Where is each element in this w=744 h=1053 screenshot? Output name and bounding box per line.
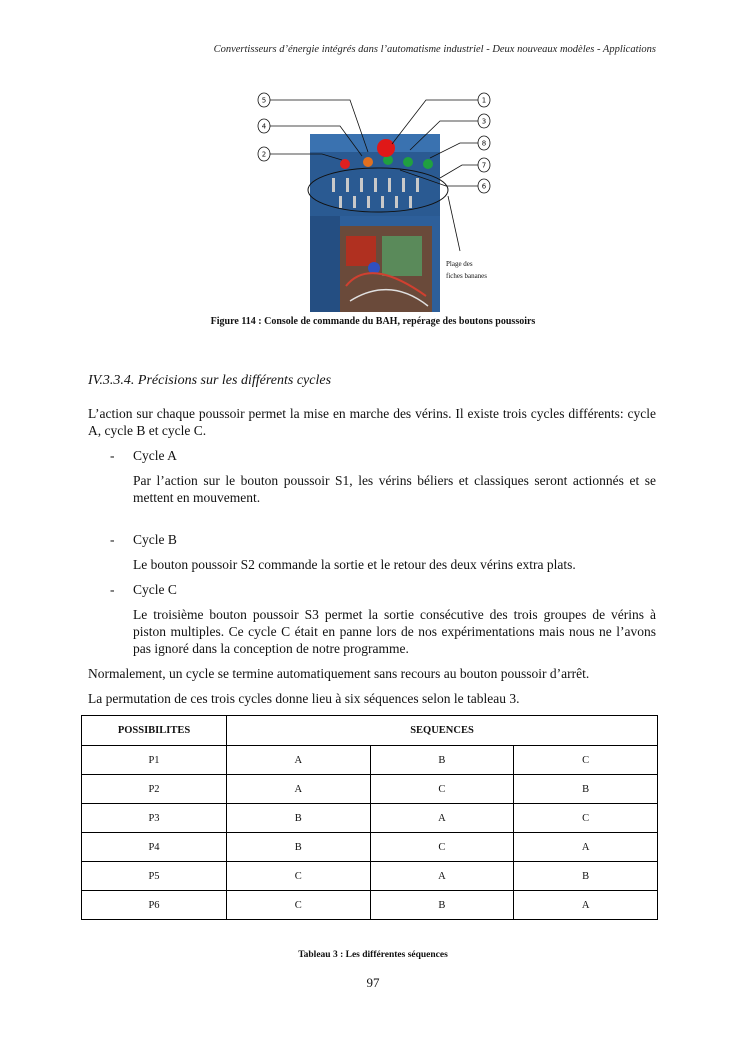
table-cell: B	[514, 775, 658, 804]
table-cell: A	[514, 833, 658, 862]
button-red-left	[340, 159, 350, 169]
table-cell: P1	[82, 746, 227, 775]
marker-2: 2	[261, 150, 267, 159]
page-number: 97	[366, 975, 380, 990]
marker-5: 5	[261, 96, 267, 105]
intro-paragraph: L’action sur chaque poussoir permet la mise en marche des vérins. Il existe trois cycles différents: cycle A, cycle B et cycle C.	[88, 406, 656, 438]
cycle-b-label: Cycle B	[133, 532, 177, 547]
emergency-stop	[377, 139, 395, 157]
marker-7: 7	[481, 161, 487, 170]
marker-8: 8	[481, 139, 487, 148]
table-cell: C	[514, 746, 658, 775]
table-row	[82, 833, 658, 862]
bullet-dash: -	[110, 532, 115, 547]
button-green-2	[403, 157, 413, 167]
marker-6: 6	[481, 182, 487, 191]
section-title: IV.3.3.4. Précisions sur les différents cycles	[88, 373, 332, 388]
table-row	[82, 804, 658, 833]
annotation-line-1: Plage des	[446, 260, 473, 268]
sequences-table	[81, 715, 658, 920]
table-cell: C	[370, 833, 514, 862]
table-cell: P5	[82, 862, 227, 891]
cycle-a-text: Par l’action sur le bouton poussoir S1, les vérins béliers et classiques seront actionnés et se mettent en mouvement.	[133, 473, 656, 505]
cycle-a-label: Cycle A	[133, 448, 177, 463]
table-cell: C	[227, 891, 371, 920]
running-header: Convertisseurs d’énergie intégrés dans l’automatisme industriel - Deux nouveaux modèles - Applications	[213, 44, 656, 55]
button-orange	[363, 157, 373, 167]
marker-4: 4	[261, 122, 267, 131]
table-cell: B	[227, 804, 371, 833]
table-row	[82, 746, 658, 775]
button-green-3	[423, 159, 433, 169]
table-cell: P4	[82, 833, 227, 862]
table-cell: B	[514, 862, 658, 891]
bullet-cycle-a	[110, 447, 177, 464]
marker-3: 3	[481, 117, 487, 126]
header-sequences: SEQUENCES	[227, 716, 658, 746]
cycle-c-text: Le troisième bouton poussoir S3 permet la sortie consécutive des trois groupes de vérins à piston multiples. Ce cycle C était en panne lors de nos expérimentations mais nous ne l’avons pas ignoré dans la conception de notre programme.	[133, 607, 656, 656]
figure-caption: Figure 114 : Console de commande du BAH, repérage des boutons poussoirs	[210, 316, 536, 327]
table-caption: Tableau 3 : Les différentes séquences	[298, 950, 448, 960]
table-cell: A	[227, 746, 371, 775]
header-possibilites: POSSIBILITES	[82, 716, 227, 746]
table-row	[82, 775, 658, 804]
table-cell: A	[227, 775, 371, 804]
table-cell: P3	[82, 804, 227, 833]
table-cell: A	[514, 891, 658, 920]
bullet-dash: -	[110, 582, 115, 597]
bullet-cycle-b	[110, 531, 177, 548]
marker-1: 1	[481, 96, 487, 105]
bullet-cycle-c	[110, 581, 177, 598]
permutation-paragraph: La permutation de ces trois cycles donne lieu à six séquences selon le tableau 3.	[88, 691, 520, 706]
console-photo	[250, 86, 500, 312]
table-cell: A	[370, 862, 514, 891]
annotation-line-2: fiches bananes	[446, 272, 488, 280]
normal-paragraph: Normalement, un cycle se termine automatiquement sans recours au bouton poussoir d’arrêt.	[88, 666, 590, 681]
table-cell: P6	[82, 891, 227, 920]
table-header-row	[82, 716, 658, 746]
console-top-panel	[310, 134, 440, 152]
cycle-c-label: Cycle C	[133, 582, 177, 597]
cycle-b-text: Le bouton poussoir S2 commande la sortie et le retour des deux vérins extra plats.	[133, 557, 576, 572]
table-cell: B	[370, 746, 514, 775]
table-cell: C	[514, 804, 658, 833]
table-row	[82, 891, 658, 920]
table-cell: P2	[82, 775, 227, 804]
table-cell: B	[370, 891, 514, 920]
table-cell: C	[370, 775, 514, 804]
table-cell: C	[227, 862, 371, 891]
console-figure	[250, 86, 500, 312]
table-cell: A	[370, 804, 514, 833]
table-cell: B	[227, 833, 371, 862]
bullet-dash: -	[110, 448, 115, 463]
table-row	[82, 862, 658, 891]
